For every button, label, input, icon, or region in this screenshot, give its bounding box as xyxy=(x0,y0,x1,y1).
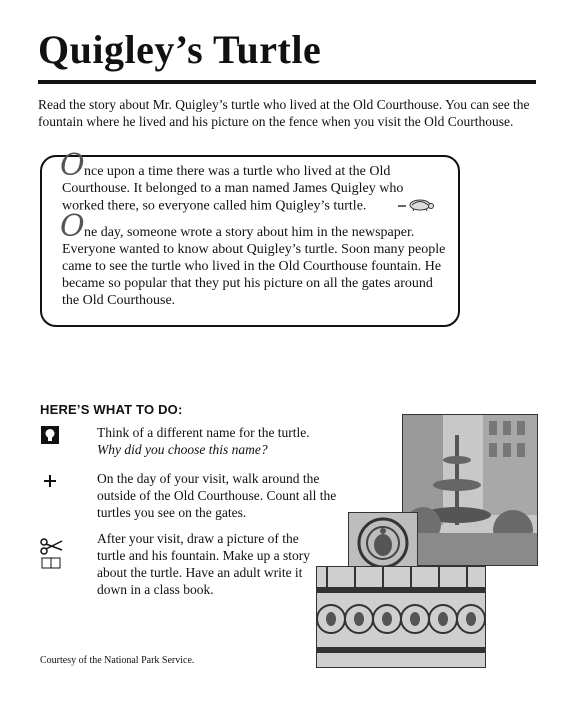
step-1-text: Think of a different name for the turtle. xyxy=(97,425,310,440)
story-box xyxy=(40,148,460,327)
page-title: Quigley’s Turtle xyxy=(38,27,322,72)
step-1-italic: Why did you choose this name? xyxy=(97,442,268,457)
step-1 xyxy=(97,424,347,458)
turtle-gate-closeup-photo xyxy=(348,512,418,574)
story-paragraph-2 xyxy=(60,209,446,309)
step-3: After your visit, draw a picture of the turtle and his fountain. Make up a story about the turtle. Have an adult write it down in a class book. xyxy=(97,531,310,597)
todo-heading: HERE’S WHAT TO DO: xyxy=(40,402,183,417)
drop-cap: O xyxy=(60,209,85,244)
story-text-2: ne day, someone wrote a story about him in the newspaper. Everyone wanted to know about Quigley’s turtle. Soon many people came to see the turtle who lived in the Old Courthouse fountain. He became so popular that they put his picture on all the gates around the Old Courthouse. xyxy=(62,225,446,308)
turtle-icon xyxy=(376,197,434,216)
plus-icon xyxy=(44,474,56,492)
courtesy-credit: Courtesy of the National Park Service. xyxy=(40,655,195,666)
intro-paragraph: Read the story about Mr. Quigley’s turtle who lived at the Old Courthouse. You can see the fountain where he lived and his picture on the fence when you visit the Old Courthouse. xyxy=(38,97,530,129)
story-text-1: nce upon a time there was a turtle who lived at the Old Courthouse. It belonged to a man named James Quigley who worked there, so everyone called him Quigley’s turtle. xyxy=(62,164,404,214)
fence-photo xyxy=(316,566,486,668)
title-rule xyxy=(38,80,536,84)
scissors-icon xyxy=(40,536,64,577)
lightbulb-icon xyxy=(41,426,59,449)
story-paragraph-1 xyxy=(60,148,446,216)
fountain-photo xyxy=(402,414,538,566)
step-2: On the day of your visit, walk around the outside of the Old Courthouse. Count all the turtles you see on the gates. xyxy=(97,471,337,520)
drop-cap: O xyxy=(60,148,85,183)
